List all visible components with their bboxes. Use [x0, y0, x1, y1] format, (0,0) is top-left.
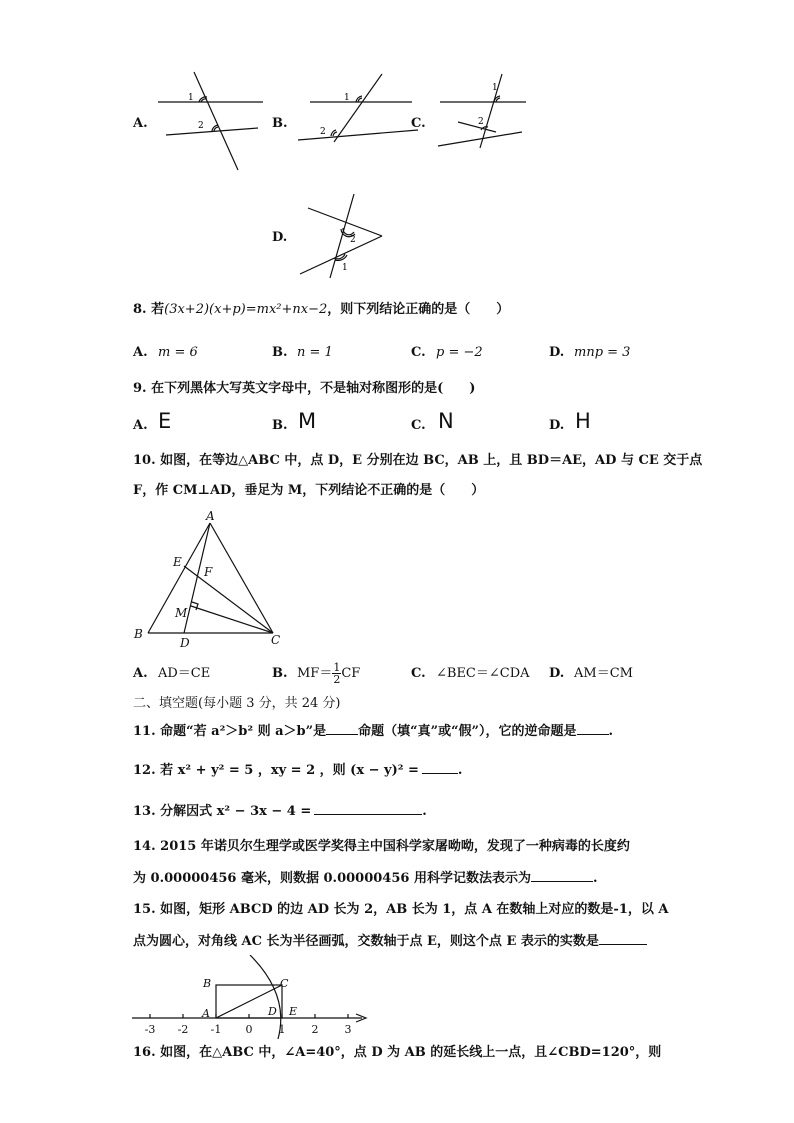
q8-stem-pre: 若	[151, 302, 165, 317]
q14-stem-line2: 为 0.00000456 毫米，则数据 0.00000456 用科学记数法表示为	[133, 871, 531, 886]
q9-option-b-letter: M	[298, 409, 317, 433]
q7-b-angle2: 2	[320, 127, 326, 137]
q12-end: .	[457, 763, 463, 778]
q9-option-d-letter: H	[575, 409, 591, 433]
q11-text-b: 命题（填“真”或“假”），它的逆命题是	[358, 724, 577, 739]
q12-text: 若 x² + y² = 5 ，xy = 2 ，则 (x − y)² =	[160, 763, 419, 778]
q8-option-b-text: n = 1	[297, 345, 333, 360]
q16-number: 16.	[133, 1045, 156, 1060]
q10-option-d-text: AM＝CM	[574, 666, 633, 681]
q10-stem-line1: 如图，在等边△ABC 中，点 D，E 分别在边 BC，AB 上，且 BD＝AE，AD 与 CE 交于点	[160, 453, 703, 468]
q11-number: 11.	[133, 724, 156, 739]
q15-tick-2: 2	[311, 1023, 319, 1036]
q15-tick-neg2: -2	[177, 1023, 189, 1036]
q12-line	[133, 760, 462, 780]
q8-stem-post: ，则下列结论正确的是（ ）	[327, 302, 510, 317]
section-heading: 二、填空题(每小题 3 分，共 24 分)	[133, 696, 341, 711]
q10-point-d: D	[180, 636, 190, 650]
q9-option-d-label: D.	[549, 418, 565, 433]
q15-point-d: D	[268, 1005, 277, 1018]
q8-option-a-label: A.	[133, 345, 148, 360]
q15-tick-neg1: -1	[210, 1023, 222, 1036]
q14-line2	[133, 868, 598, 888]
q10-option-b-fraction	[332, 662, 341, 685]
q11-answer-blank-1[interactable]	[326, 721, 358, 735]
q10-option-b-post: CF	[341, 666, 361, 681]
q10-point-a: A	[206, 510, 215, 523]
q10-option-b-numerator: 1	[333, 661, 341, 674]
q15-answer-blank[interactable]	[599, 931, 647, 945]
q14-line1	[133, 838, 630, 856]
q7-a-angle1: 1	[188, 93, 194, 103]
q7-c-angle2: 2	[478, 117, 484, 127]
q9-stem-text: 在下列黑体大写英文字母中，不是轴对称图形的是( )	[151, 381, 476, 396]
q12-answer-blank[interactable]	[422, 760, 458, 774]
q10-option-b-pre: MF＝	[297, 666, 333, 681]
q11-line	[133, 721, 613, 741]
q10-number: 10.	[133, 453, 156, 468]
q10-point-m: M	[175, 606, 188, 620]
q9-option-c-label: C.	[411, 418, 426, 433]
q8-option-c-text: p = −2	[436, 345, 483, 360]
q15-line2	[133, 931, 647, 951]
q9-number: 9.	[133, 381, 147, 396]
q8-equation: (3x+2)(x+p)=mx²+nx−2	[164, 302, 328, 317]
q8-option-d-label: D.	[549, 345, 565, 360]
q15-stem-line2: 点为圆心，对角线 AC 长为半径画弧，交数轴于点 E，则这个点 E 表示的实数是	[133, 934, 599, 949]
q7-option-b-label: B.	[272, 116, 288, 131]
q10-line1	[133, 452, 702, 470]
q11-answer-blank-2[interactable]	[577, 721, 609, 735]
q9-option-b-label: B.	[272, 418, 288, 433]
q16-stem-line1: 如图，在△ABC 中，∠A=40°，点 D 为 AB 的延长线上一点，且∠CBD=120°，则	[160, 1045, 662, 1060]
q7-option-a-label: A.	[133, 116, 148, 131]
q13-answer-blank[interactable]	[314, 801, 422, 815]
q11-text-a: 命题“若 a²＞b² 则 a＞b”是	[160, 724, 327, 739]
q16-line1	[133, 1044, 661, 1062]
q9-option-c-letter: N	[438, 409, 454, 433]
q15-point-a: A	[202, 1007, 210, 1020]
q15-tick-1: 1	[278, 1023, 286, 1036]
q15-tick-0: 0	[245, 1023, 253, 1036]
q13-text: 分解因式 x² − 3x − 4 =	[160, 804, 312, 819]
q14-number: 14.	[133, 839, 156, 854]
q10-point-f: F	[204, 565, 213, 579]
q7-c-angle1: 1	[492, 83, 498, 93]
q14-stem-line1: 2015 年诺贝尔生理学或医学奖得主中国科学家屠呦呦，发现了一种病毒的长度约	[160, 839, 630, 854]
q10-option-b-denominator: 2	[333, 673, 341, 686]
q14-end: .	[592, 871, 598, 886]
q9-option-a-label: A.	[133, 418, 148, 433]
q9-option-a-letter: E	[158, 409, 172, 433]
q8-option-a-text: m = 6	[158, 345, 198, 360]
q10-option-b-label: B.	[272, 666, 288, 681]
q15-point-c: C	[280, 977, 289, 990]
q10-point-c: C	[271, 633, 281, 647]
q10-option-c-label: C.	[411, 666, 426, 681]
q10-option-a-text: AD＝CE	[158, 666, 211, 681]
q15-tick-neg3: -3	[144, 1023, 156, 1036]
q15-point-b: B	[203, 977, 212, 990]
q14-answer-blank[interactable]	[531, 868, 593, 882]
q15-number-line-figure	[130, 955, 375, 1040]
q10-option-d-label: D.	[549, 666, 565, 681]
q7-b-angle1: 1	[344, 93, 350, 103]
q7-figure-c	[436, 72, 528, 150]
q8-number: 8.	[133, 302, 147, 317]
q12-number: 12.	[133, 763, 156, 778]
q10-option-c-text: ∠BEC＝∠CDA	[436, 666, 530, 681]
q8-stem	[133, 301, 509, 319]
q7-figure-b	[296, 72, 422, 144]
q7-d-angle2: 2	[350, 235, 356, 245]
q11-end: .	[608, 724, 614, 739]
q10-point-b: B	[134, 627, 143, 641]
q7-option-c-label: C.	[411, 116, 426, 131]
q8-option-d-text: mnp = 3	[574, 345, 631, 360]
q8-option-b-label: B.	[272, 345, 288, 360]
q15-stem-line1: 如图，矩形 ABCD 的边 AD 长为 2，AB 长为 1，点 A 在数轴上对应的数是-1，以 A	[160, 902, 669, 917]
q13-end: .	[422, 804, 427, 819]
q7-a-angle2: 2	[198, 121, 204, 131]
q10-option-b-text	[297, 654, 360, 694]
q10-stem-line2: F，作 CM⊥AD，垂足为 M，下列结论不正确的是（ ）	[133, 483, 485, 498]
q15-line1	[133, 901, 669, 919]
q10-option-a-label: A.	[133, 666, 148, 681]
q10-point-e: E	[173, 555, 182, 569]
q7-d-angle1: 1	[342, 263, 348, 273]
q9-stem	[133, 380, 475, 398]
q7-figure-a	[158, 70, 268, 172]
q7-figure-d	[296, 192, 386, 282]
q15-point-e: E	[289, 1005, 298, 1018]
q8-option-c-label: C.	[411, 345, 426, 360]
q15-number: 15.	[133, 902, 156, 917]
q13-line	[133, 801, 427, 821]
q13-number: 13.	[133, 804, 156, 819]
q10-triangle-figure	[128, 510, 288, 650]
q15-tick-3: 3	[344, 1023, 352, 1036]
q7-option-d-label: D.	[272, 230, 288, 245]
